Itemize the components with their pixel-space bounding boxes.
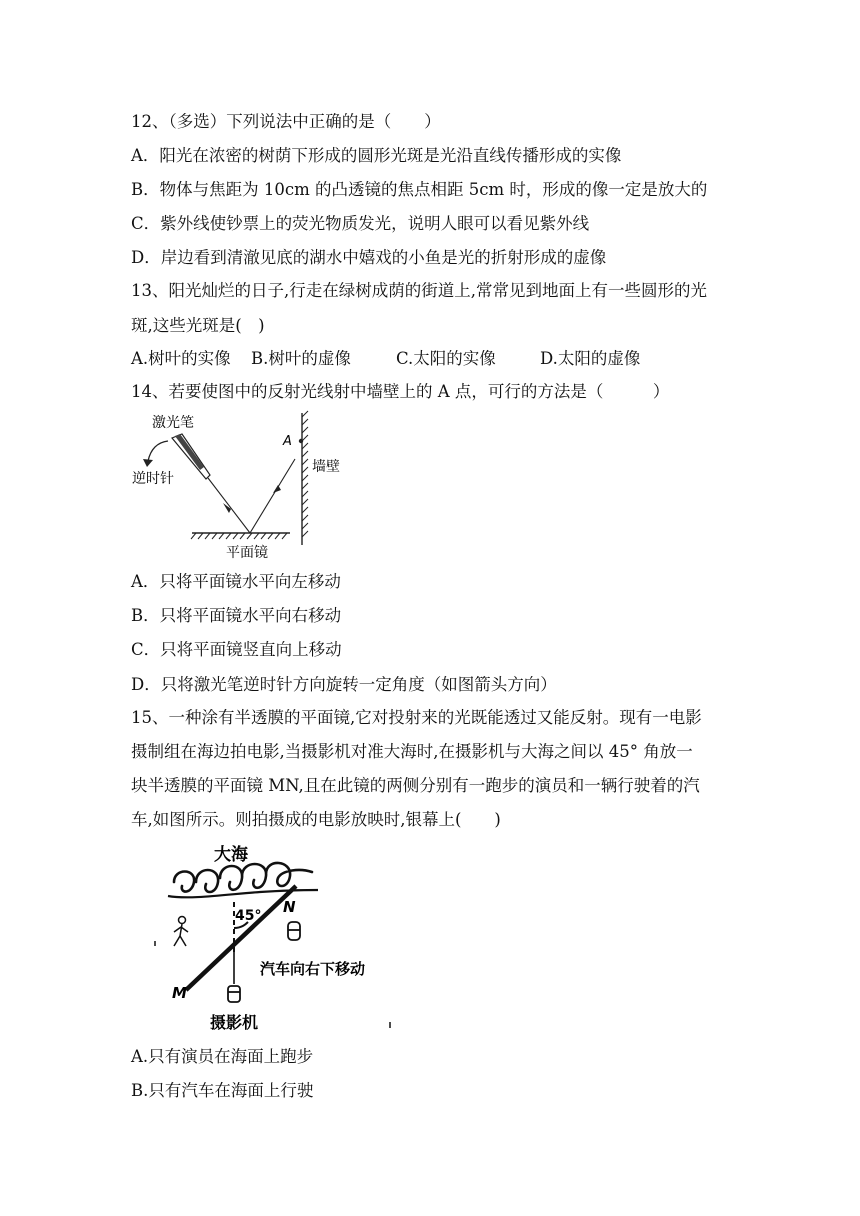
car-direction-label: 汽车向右下移动 <box>260 960 366 978</box>
q12-option-a: A．阳光在浓密的树荫下形成的圆形光斑是光沿直线传播形成的实像 <box>131 146 622 165</box>
q13-stem-line1: 13、阳光灿烂的日子,行走在绿树成荫的街道上,常常见到地面上有一些圆形的光 <box>131 281 707 300</box>
q15-stem-line4: 车,如图所示。则拍摄成的电影放映时,银幕上( ) <box>131 810 501 829</box>
plane-mirror-label: 平面镜 <box>226 545 268 561</box>
q14-option-b: B．只将平面镜水平向右移动 <box>131 606 342 625</box>
q14-option-d: D．只将激光笔逆时针方向旋转一定角度（如图箭头方向） <box>131 675 557 694</box>
sea-label: 大海 <box>214 845 248 865</box>
q14-option-a: A．只将平面镜水平向左移动 <box>131 572 341 591</box>
counter-clockwise-label: 逆时针 <box>132 471 174 487</box>
laser-reflection-figure <box>128 405 358 565</box>
q15-option-a: A.只有演员在海面上跑步 <box>131 1047 314 1066</box>
q15-stem-line2: 摄制组在海边拍电影,当摄影机对准大海时,在摄影机与大海之间以 45° 角放一 <box>131 742 693 761</box>
car-icon <box>288 922 300 940</box>
label-n: N <box>283 898 296 916</box>
wall-label: 墙壁 <box>312 459 340 475</box>
q15-stem-line3: 块半透膜的平面镜 MN,且在此镜的两侧分别有一跑步的演员和一辆行驶着的汽 <box>131 776 700 795</box>
camera-icon <box>228 986 240 1002</box>
q12-stem: 12、（多选）下列说法中正确的是（ ） <box>131 112 441 131</box>
rotate-arrow-icon <box>148 441 168 461</box>
label-m: M <box>172 984 187 1002</box>
q14-option-c: C．只将平面镜竖直向上移动 <box>131 640 342 659</box>
q12-option-b: B．物体与焦距为 10cm 的凸透镜的焦点相距 5cm 时，形成的像一定是放大的 <box>131 180 708 199</box>
q13-option-d: D.太阳的虚像 <box>540 349 641 368</box>
q14-stem: 14、若要使图中的反射光线射中墙壁上的 A 点，可行的方法是（ ） <box>131 382 670 401</box>
q13-option-c: C.太阳的实像 <box>396 349 496 368</box>
q15-option-b: B.只有汽车在海面上行驶 <box>131 1081 314 1100</box>
q13-option-b: B.树叶的虚像 <box>251 349 351 368</box>
laser-pen-label: 激光笔 <box>152 415 194 431</box>
point-a-dot <box>299 439 303 443</box>
laser-pen-icon <box>172 434 210 479</box>
angle-label: 45° <box>235 908 262 924</box>
camera-label: 摄影机 <box>210 1013 259 1032</box>
q12-option-d: D．岸边看到清澈见底的湖水中嬉戏的小鱼是光的折射形成的虚像 <box>131 248 607 267</box>
q12-option-c: C．紫外线使钞票上的荧光物质发光，说明人眼可以看见紫外线 <box>131 214 590 233</box>
point-a-label: A <box>283 434 292 449</box>
runner-icon <box>174 917 188 947</box>
q13-option-a: A.树叶的实像 <box>131 349 231 368</box>
q15-stem-line1: 15、一种涂有半透膜的平面镜,它对投射来的光既能透过又能反射。现有一电影 <box>131 708 702 727</box>
semi-transparent-mirror-figure <box>150 838 400 1038</box>
q13-stem-line2: 斑,这些光斑是( ) <box>131 316 265 335</box>
